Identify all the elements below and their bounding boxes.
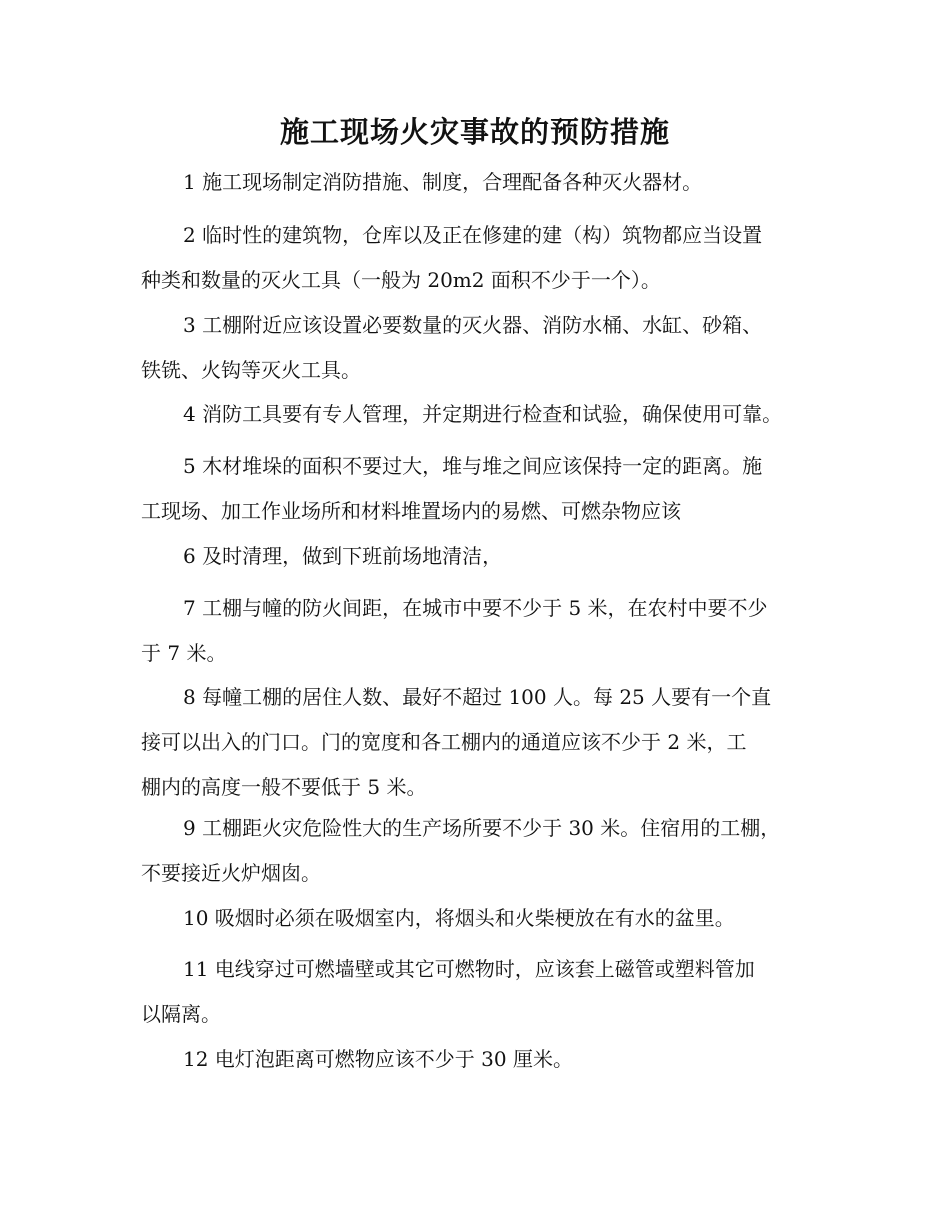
paragraph-line: 于 7 米。 <box>141 641 227 665</box>
paragraph-line: 11 电线穿过可燃墙壁或其它可燃物时，应该套上磁管或塑料管加 <box>183 957 755 981</box>
paragraph-line: 4 消防工具要有专人管理，并定期进行检查和试验，确保使用可靠。 <box>183 402 783 426</box>
paragraph-5 <box>141 444 762 534</box>
paragraph-line: 棚内的高度一般不要低于 5 米。 <box>141 775 427 799</box>
paragraph-12 <box>141 1037 573 1082</box>
paragraph-2 <box>141 213 762 303</box>
paragraph-3 <box>141 303 762 393</box>
paragraph-line: 8 每幢工棚的居住人数、最好不超过 100 人。每 25 人要有一个直 <box>183 685 772 709</box>
document-title: 施工现场火灾事故的预防措施 <box>279 115 670 149</box>
paragraph-8 <box>141 675 771 810</box>
paragraph-line: 1 施工现场制定消防措施、制度，合理配备各种灭火器材。 <box>183 170 703 194</box>
paragraph-4 <box>141 392 782 437</box>
paragraph-line: 10 吸烟时必须在吸烟室内，将烟头和火柴梗放在有水的盆里。 <box>183 906 735 930</box>
paragraph-line: 不要接近火炉烟囱。 <box>141 861 321 885</box>
paragraph-line: 12 电灯泡距离可燃物应该不少于 30 厘米。 <box>183 1047 573 1071</box>
paragraph-7 <box>141 586 768 676</box>
paragraph-11 <box>141 947 755 1037</box>
paragraph-line: 以隔离。 <box>141 1002 221 1026</box>
paragraph-9 <box>141 806 780 896</box>
paragraph-line: 3 工棚附近应该设置必要数量的灭火器、消防水桶、水缸、砂箱、 <box>183 313 763 337</box>
paragraph-line: 5 木材堆垛的面积不要过大，堆与堆之间应该保持一定的距离。施 <box>183 454 763 478</box>
paragraph-line: 铁铣、火钩等灭火工具。 <box>141 358 361 382</box>
paragraph-line: 2 临时性的建筑物，仓库以及正在修建的建（构）筑物都应当设置 <box>183 223 763 247</box>
paragraph-line: 6 及时清理，做到下班前场地清洁， <box>183 544 503 568</box>
paragraph-10 <box>141 896 735 941</box>
paragraph-line: 7 工棚与幢的防火间距，在城市中要不少于 5 米，在农村中要不少 <box>183 596 768 620</box>
paragraph-line: 种类和数量的灭火工具（一般为 20m2 面积不少于一个）。 <box>141 268 661 292</box>
paragraph-line: 9 工棚距火灾危险性大的生产场所要不少于 30 米。住宿用的工棚， <box>183 816 781 840</box>
paragraph-1 <box>141 160 702 205</box>
paragraph-6 <box>141 534 502 579</box>
paragraph-line: 工现场、加工作业场所和材料堆置场内的易燃、可燃杂物应该 <box>141 499 681 523</box>
paragraph-line: 接可以出入的门口。门的宽度和各工棚内的通道应该不少于 2 米，工 <box>141 730 747 754</box>
